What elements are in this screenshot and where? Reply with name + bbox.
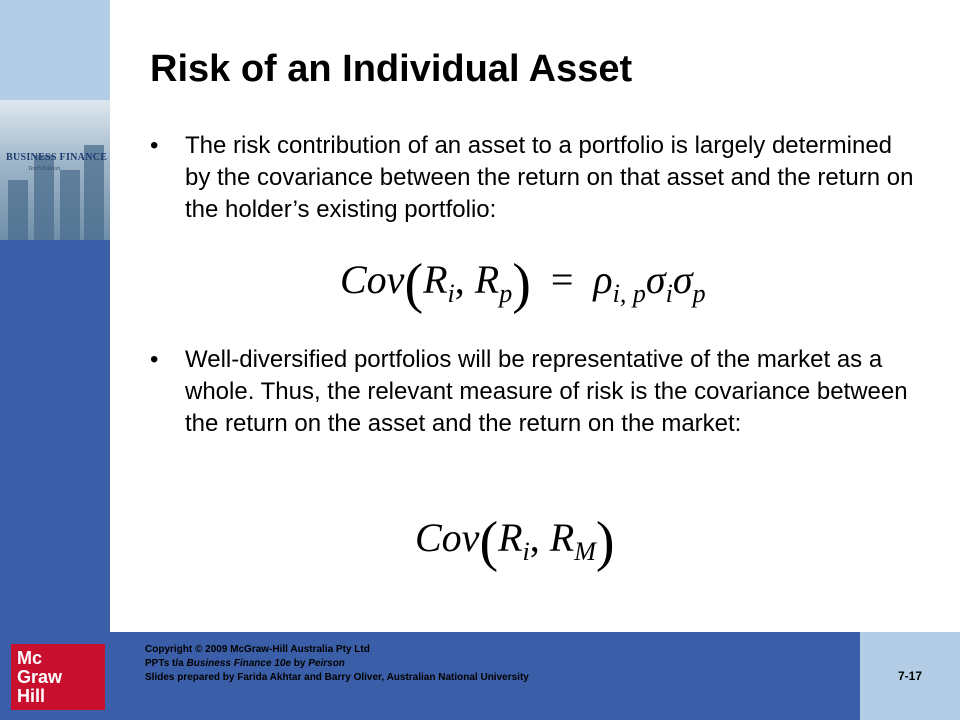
slide-title: Risk of an Individual Asset	[150, 48, 633, 90]
slides-prepared-line: Slides prepared by Farida Akhtar and Barry Oliver, Australian National University	[145, 672, 529, 683]
logo-line-1: Mc	[17, 647, 43, 668]
bullet-item-1	[150, 130, 920, 226]
bullet-dot: •	[150, 132, 159, 159]
logo-line-3: Hill	[17, 685, 46, 706]
bullet-text-2: Well-diversified portfolios will be representative of the market as a whole. Thus, the relevant measure of risk is the covariance between the return on the asset and the return on the market:	[185, 346, 908, 437]
book-cover-title: BUSINESS FINANCE	[6, 152, 108, 163]
copyright-line: Copyright © 2009 McGraw-Hill Australia Pty Ltd	[145, 644, 370, 655]
book-cover-image	[0, 100, 110, 240]
building-graphic	[8, 180, 28, 240]
book-cover-edition: Tenth Edition	[28, 166, 61, 172]
ppt-credit-line: PPTs t/a Business Finance 10e by Peirson	[145, 658, 345, 669]
logo-line-2: Graw	[17, 666, 63, 687]
bullet-dot: •	[150, 346, 159, 373]
bullet-text-1: The risk contribution of an asset to a portfolio is largely determined by the covariance between the return on that asset and the return on the holder’s existing portfolio:	[185, 132, 914, 223]
mcgraw-hill-logo	[11, 644, 105, 710]
slide-number: 7-17	[898, 669, 923, 683]
covariance-market-formula: $Cov(R_i$, $R_M$)	[415, 511, 615, 573]
building-graphic	[60, 170, 80, 240]
covariance-portfolio-formula: $Cov(R_i$, $R_p) = \rho_{i, p}\sigma_i\sigma_p$	[340, 253, 706, 315]
left-top-panel	[0, 0, 110, 100]
bullet-item-2	[150, 344, 920, 440]
footer-copyright	[145, 643, 529, 685]
